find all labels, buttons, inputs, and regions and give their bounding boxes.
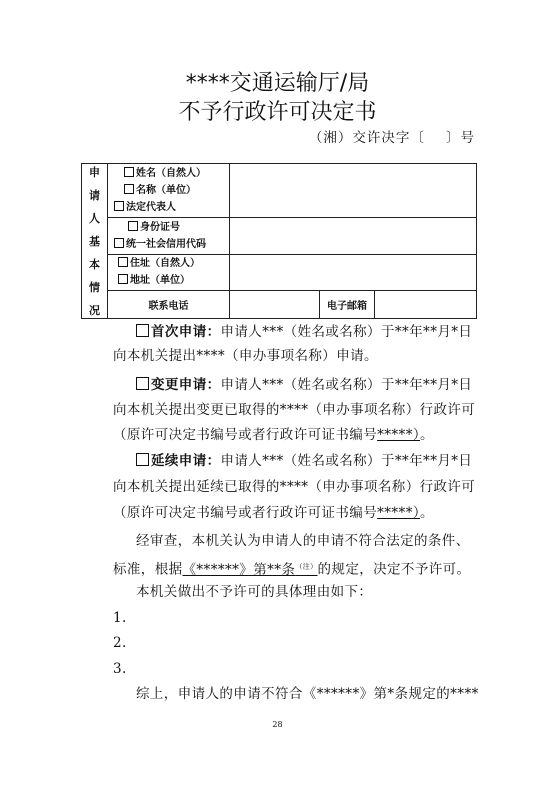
field-label: 名称（单位） [136,185,196,197]
checkbox-icon[interactable] [136,324,149,337]
checkbox-icon[interactable] [118,274,128,284]
reason-item-3: 3. [113,661,127,677]
field-label: 身份证号 [140,221,180,233]
reason-item-2: 2. [113,635,127,651]
field-label: 法定代表人 [126,202,176,214]
renewal-application-line2: 向本机关提出延续已取得的****（申办事项名称）行政许可 [113,479,476,495]
renewal-application-line1 [136,451,506,471]
side-label-char: 况 [89,304,100,317]
field-label: 地址（单位） [130,275,190,287]
underlined-text: *****） [377,427,421,443]
change-application-line2: 向本机关提出变更已取得的****（申办事项名称）行政许可 [113,402,476,418]
paragraph-text: 申请人***（姓名或名称）于**年**月*日 [220,377,473,393]
renewal-application-line3 [113,503,483,523]
renewal-application-label: 延续申请： [151,453,221,469]
document-number: （湘）交许决字〔 〕号 [308,130,475,146]
side-label-char: 本 [89,258,100,271]
title-line-1: ****交通运输厅/局 [185,71,370,96]
paragraph-text: （原许可决定书编号或者行政许可证书编号 [113,427,378,443]
first-application-label: 首次申请： [151,324,221,340]
name-value-cell[interactable] [230,164,477,218]
side-label-char: 请 [89,189,100,202]
field-label: 姓名（自然人） [136,168,206,180]
field-label: 统一社会信用代码 [126,238,206,250]
address-cell [108,254,230,290]
phone-value-cell[interactable] [230,290,320,318]
law-reference: 《******》第**条 [182,561,296,578]
checkbox-icon[interactable] [118,257,128,267]
first-application-line1 [136,322,506,342]
field-label: 住址（自然人） [130,258,200,270]
first-application-line2: 向本机关提出****（申办事项名称）申请。 [113,348,378,364]
checkbox-icon[interactable] [136,453,149,466]
email-value-cell[interactable] [375,290,477,318]
review-line1: 经审查，本机关认为申请人的申请不符合法定的条件、 [136,533,470,549]
phone-label: 联系电话 [108,290,230,318]
address-value-cell[interactable] [230,254,477,290]
change-application-line3 [113,425,483,445]
id-cell [108,218,230,254]
checkbox-icon[interactable] [128,221,138,231]
conclusion-line: 综上，申请人的申请不符合《******》第*条规定的**** [136,686,479,702]
side-label-char: 情 [89,281,100,294]
paragraph-text: 。 [420,427,434,443]
table-side-label [82,164,108,319]
checkbox-icon[interactable] [124,184,134,194]
checkbox-icon[interactable] [114,238,124,248]
email-label: 电子邮箱 [320,290,375,318]
paragraph-text: 。 [420,505,434,521]
title-line-2: 不予行政许可决定书 [178,100,377,125]
paragraph-text: 申请人***（姓名或名称）于**年**月*日 [220,324,473,340]
paragraph-text: 标准，根据 [113,561,183,578]
side-label-char: 申 [89,166,100,179]
side-label-char: 人 [89,212,100,225]
change-application-label: 变更申请： [151,377,221,393]
reasons-intro: 本机关做出不予许可的具体理由如下： [136,584,373,600]
note-marker: （注） [295,562,318,570]
paragraph-text: 申请人***（姓名或名称）于**年**月*日 [220,453,473,469]
reason-item-1: 1. [113,610,127,626]
name-cell [108,164,230,218]
id-value-cell[interactable] [230,218,477,254]
underlined-text: *****） [377,505,421,521]
underlined-text [183,562,318,578]
checkbox-icon[interactable] [124,167,134,177]
review-line2 [113,556,483,580]
change-application-line1 [136,375,506,395]
paragraph-text: （原许可决定书编号或者行政许可证书编号 [113,505,378,521]
applicant-info-table [81,163,477,319]
checkbox-icon[interactable] [136,377,149,390]
side-label-char: 基 [89,235,100,248]
page-number: 28 [272,720,283,729]
checkbox-icon[interactable] [114,201,124,211]
paragraph-text: 的规定，决定不予许可。 [317,561,471,578]
